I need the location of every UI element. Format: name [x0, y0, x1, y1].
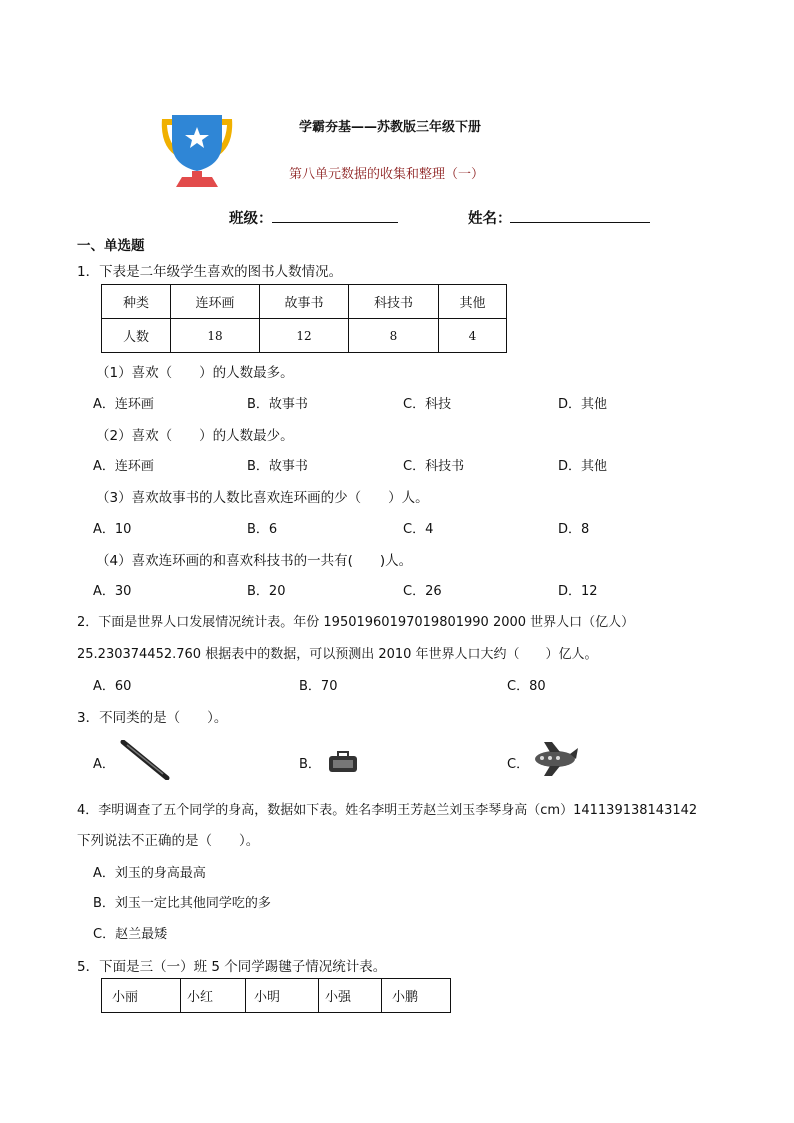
page-title: 学霸夯基——苏教版三年级下册 [299, 120, 482, 135]
table-cell: 18 [171, 319, 260, 353]
option-b[interactable]: B． [299, 757, 321, 772]
option-b[interactable]: B．故事书 [247, 459, 308, 474]
table-cell: 8 [349, 319, 439, 353]
table-header-cell: 种类 [102, 285, 171, 319]
option-c[interactable]: C．4 [403, 522, 434, 537]
option-d[interactable]: D．其他 [558, 459, 608, 474]
q1-stem: 1．下表是二年级学生喜欢的图书人数情况。 [77, 264, 343, 280]
option-d[interactable]: D．其他 [558, 397, 608, 412]
table-header-cell: 科技书 [349, 285, 439, 319]
q4-line1: 4．李明调查了五个同学的身高，数据如下表。姓名李明王芳赵兰刘玉李琴身高（cm）141139138143142 [77, 803, 698, 818]
option-a[interactable]: A． [93, 757, 115, 772]
table-header-cell: 其他 [439, 285, 507, 319]
table-cell: 小丽 [102, 979, 181, 1013]
trophy-icon [154, 113, 240, 187]
table-cell: 人数 [102, 319, 171, 353]
table-cell: 小红 [181, 979, 246, 1013]
class-label: 班级： [229, 211, 273, 227]
page-subtitle: 第八单元数据的收集和整理（一） [289, 167, 485, 182]
q2-line2: 25.230374452.760 根据表中的数据，可以预测出 2010 年世界人口大约（ ）亿人。 [77, 647, 598, 662]
class-field[interactable] [272, 222, 398, 223]
option-a[interactable]: A．刘玉的身高最高 [93, 866, 206, 881]
q5-table [101, 978, 451, 1013]
option-a[interactable]: A．连环画 [93, 459, 154, 474]
option-b[interactable]: B．6 [247, 522, 278, 537]
table-header-cell: 连环画 [171, 285, 260, 319]
option-c[interactable]: C． [507, 757, 530, 772]
table-cell: 小明 [246, 979, 319, 1013]
option-c[interactable]: C．赵兰最矮 [93, 927, 168, 942]
table-cell: 小鹏 [382, 979, 451, 1013]
option-a[interactable]: A．10 [93, 522, 132, 537]
option-b[interactable]: B．故事书 [247, 397, 308, 412]
option-c[interactable]: C．80 [507, 679, 546, 694]
option-b[interactable]: B．70 [299, 679, 338, 694]
table-cell: 小强 [319, 979, 382, 1013]
option-d[interactable]: D．12 [558, 584, 598, 599]
name-label: 姓名： [468, 211, 512, 227]
q1-sub1: （1）喜欢（ ）的人数最多。 [96, 365, 294, 381]
option-a[interactable]: A．30 [93, 584, 132, 599]
name-field[interactable] [510, 222, 650, 223]
option-c[interactable]: C．26 [403, 584, 442, 599]
option-b[interactable]: B．刘玉一定比其他同学吃的多 [93, 896, 271, 911]
airplane-icon [530, 742, 580, 776]
table-cell: 12 [260, 319, 349, 353]
q5-stem: 5．下面是三（一）班 5 个同学踢毽子情况统计表。 [77, 959, 387, 975]
q3-stem: 3．不同类的是（ ）。 [77, 710, 228, 726]
section-heading: 一、单选题 [77, 238, 145, 254]
q1-table [101, 284, 507, 353]
option-a[interactable]: A．60 [93, 679, 132, 694]
q1-sub3: （3）喜欢故事书的人数比喜欢连环画的少（ ）人。 [96, 490, 429, 506]
table-cell: 4 [439, 319, 507, 353]
option-b[interactable]: B．20 [247, 584, 286, 599]
option-d[interactable]: D．8 [558, 522, 590, 537]
q4-line2: 下列说法不正确的是（ ）。 [77, 833, 260, 849]
q2-line1: 2．下面是世界人口发展情况统计表。年份 19501960197019801990 2000 世界人口（亿人） [77, 615, 635, 630]
q1-sub2: （2）喜欢（ ）的人数最少。 [96, 428, 294, 444]
pen-icon [117, 740, 173, 780]
option-a[interactable]: A．连环画 [93, 397, 154, 412]
option-c[interactable]: C．科技书 [403, 459, 465, 474]
table-header-cell: 故事书 [260, 285, 349, 319]
option-c[interactable]: C．科技 [403, 397, 452, 412]
briefcase-icon [327, 750, 359, 774]
q1-sub4: （4）喜欢连环画的和喜欢科技书的一共有( )人。 [96, 553, 413, 569]
